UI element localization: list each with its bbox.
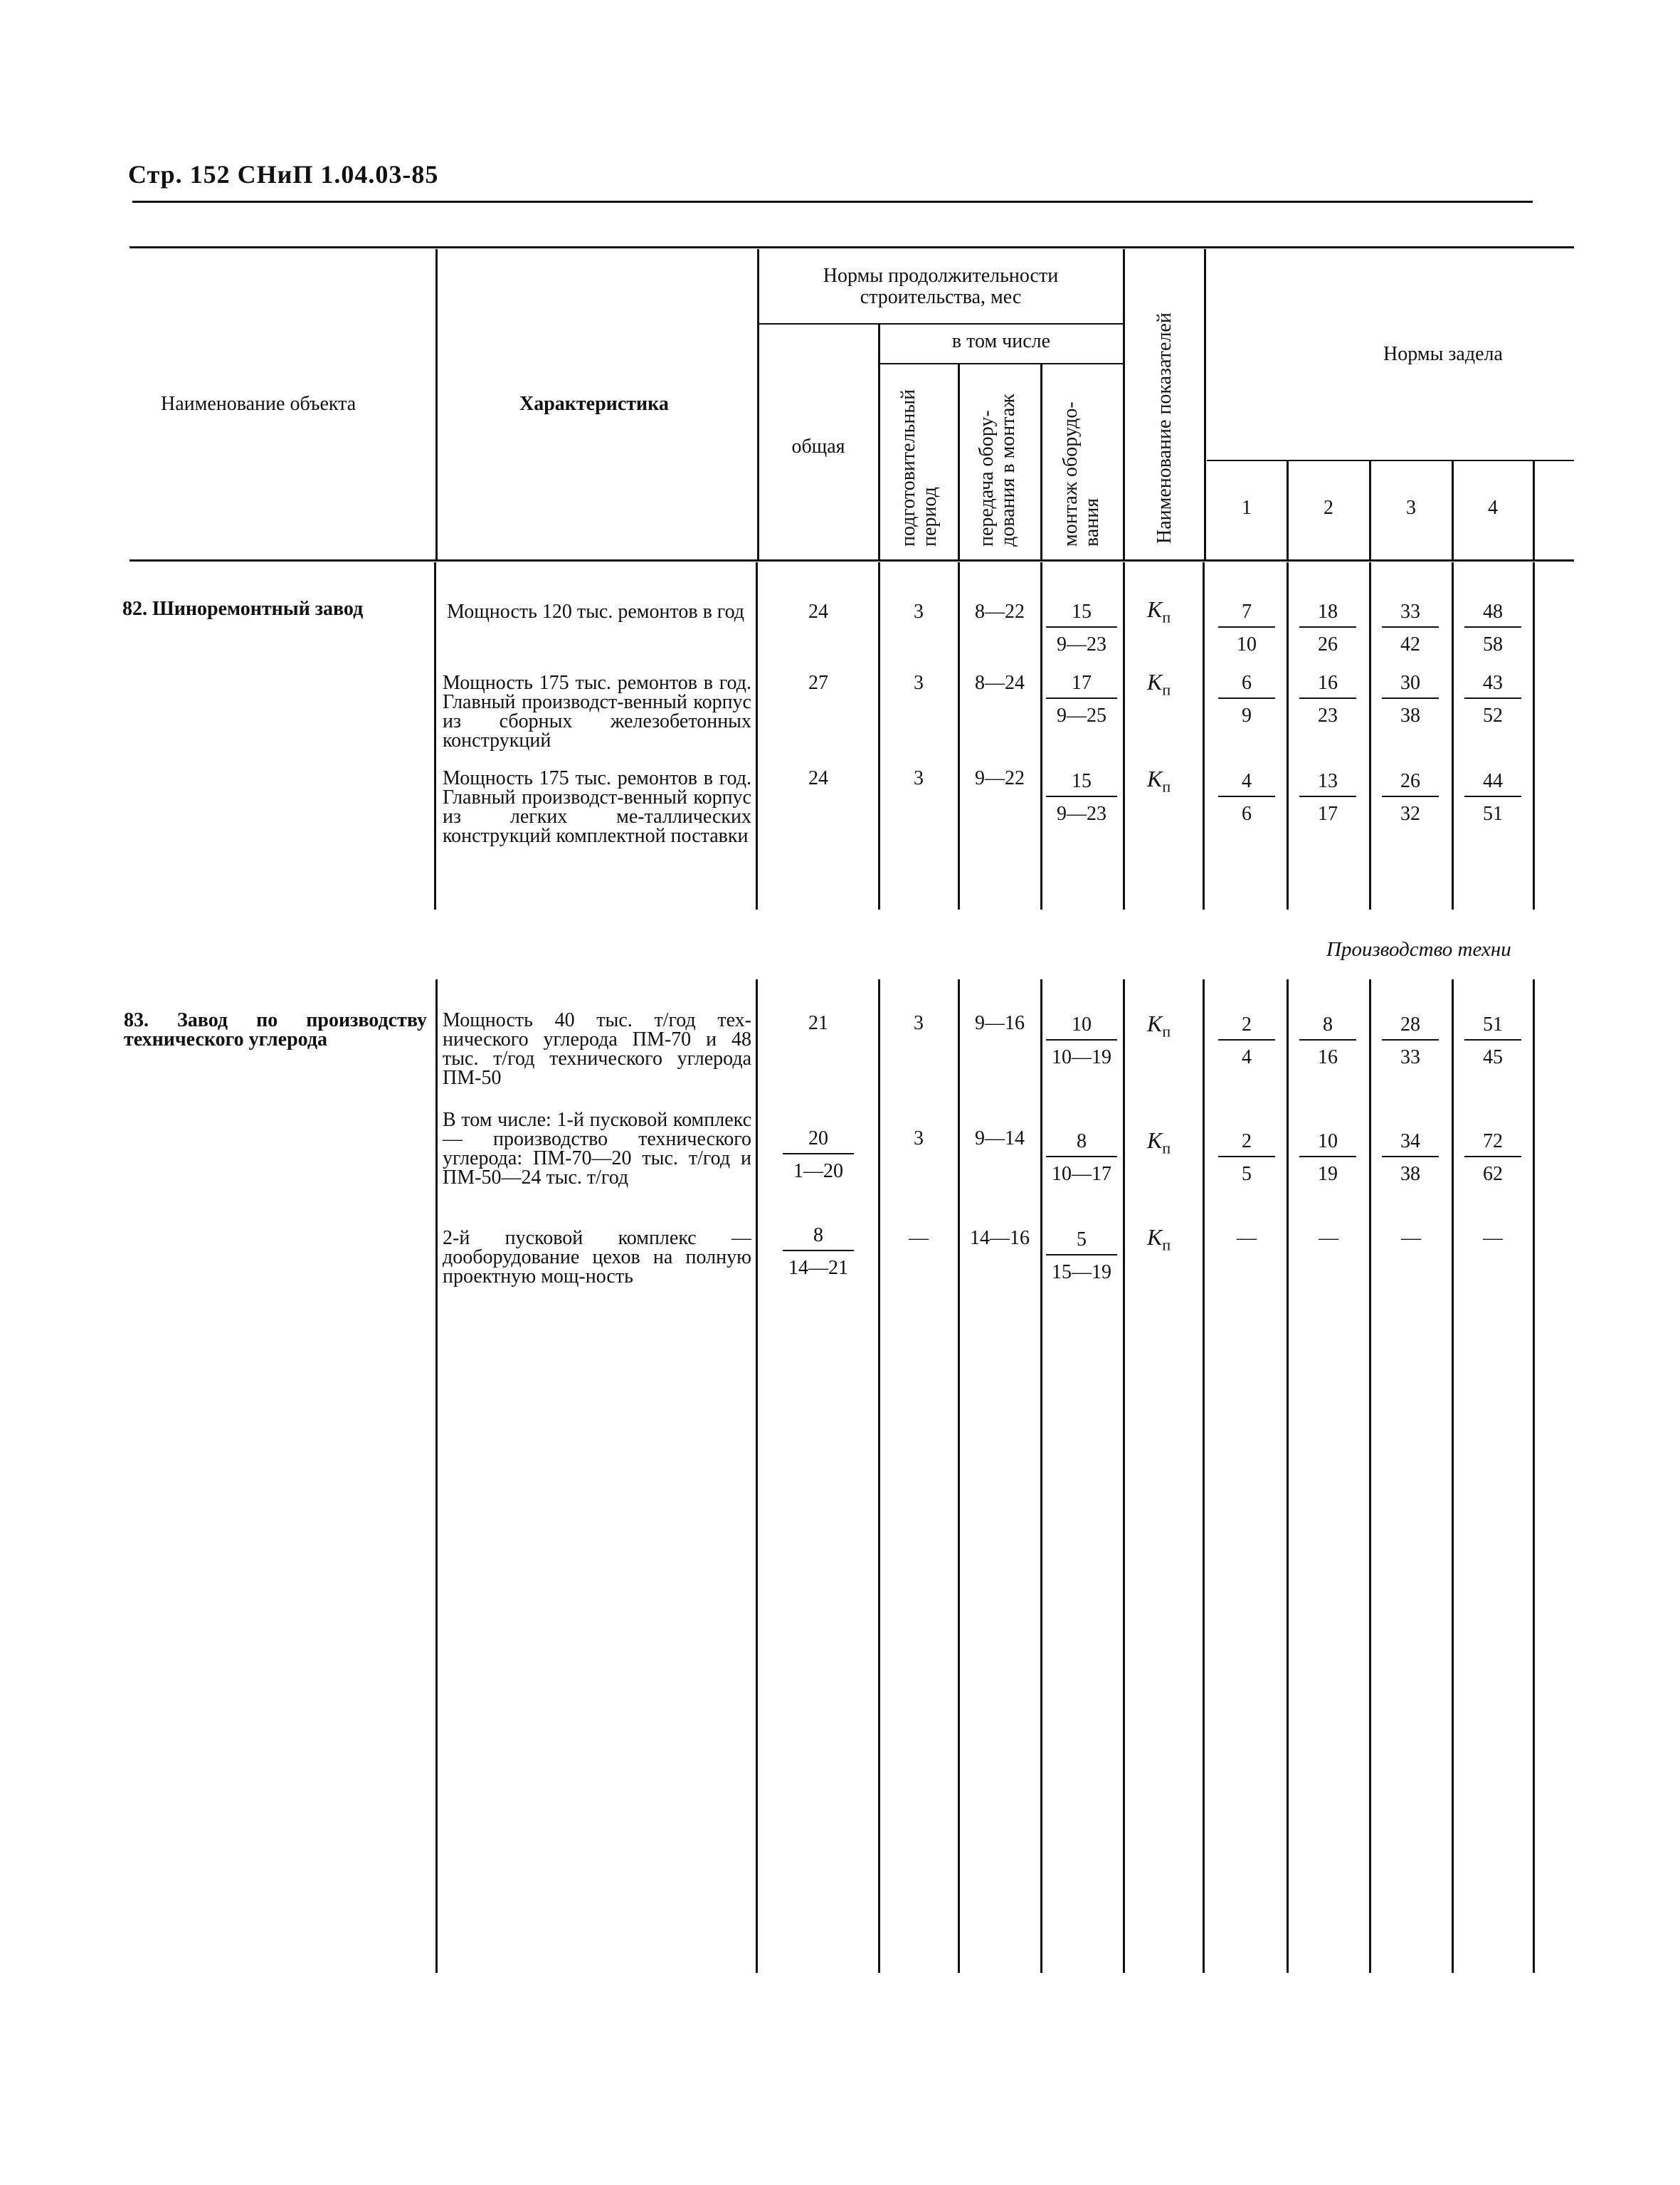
col-divider [434,562,436,910]
prep-value: 3 [914,601,924,623]
col-divider [1204,249,1206,559]
frac-den: 9—23 [1057,633,1106,656]
frac-num: 44 [1464,772,1521,797]
frac-den: 1—20 [793,1160,843,1182]
frac-den: 58 [1483,633,1503,656]
frac-den: 10—17 [1052,1163,1111,1185]
frac-num: 10 [1299,1132,1356,1157]
total-value: 24 [808,767,828,789]
install-fraction [1046,673,1117,726]
frac-den: 9—23 [1057,803,1106,825]
col-divider [1123,562,1125,910]
backlog-fraction-2 [1299,1015,1356,1068]
backlog-fraction-4 [1464,1132,1521,1184]
backlog-fraction-4 [1464,602,1521,655]
kp-sub: п [1162,1022,1171,1041]
frac-den: 19 [1318,1163,1338,1185]
kp-letter: K [1147,1011,1163,1036]
prep-value: 3 [914,767,924,789]
transfer-value: 14—16 [970,1227,1030,1249]
frac-den: 38 [1400,1163,1420,1185]
section-title: Производство техни [1326,938,1511,961]
frac-den: 62 [1483,1163,1503,1185]
row-description: В том числе: 1-й пусковой комплекс — производство технического углерода: ПМ-70—20 тыс. т/год и ПМ-50—24 тыс. т/год [443,1109,751,1189]
col-divider [1040,364,1042,559]
col-divider [1123,979,1125,1973]
frac-num: 30 [1382,673,1439,699]
col-total-header: общая [791,436,845,458]
col-divider [1123,249,1125,559]
backlog-col-1-header: 1 [1242,497,1252,519]
indicator-kp [1147,1224,1171,1254]
backlog-dash-1: — [1237,1227,1257,1249]
frac-den: 9 [1242,705,1252,727]
frac-num: 2 [1218,1132,1275,1157]
frac-num: 4 [1218,772,1275,797]
frac-num: 8 [783,1226,854,1251]
backlog-fraction-3 [1382,772,1439,824]
frac-den: 9—25 [1057,705,1106,727]
row-description: Мощность 175 тыс. ремонтов в год. Главный производст-венный корпус из легких ме-таллических конструкций комплектной поставки [443,767,751,847]
col-divider [435,249,438,559]
frac-den: 42 [1400,633,1420,656]
col-divider [1533,979,1535,1973]
backlog-fraction-2 [1299,673,1356,726]
col-prep-header: подготовительный период [897,389,941,547]
backlog-fraction-2 [1299,772,1356,824]
backlog-subrule [1207,460,1574,461]
backlog-fraction-3 [1382,1015,1439,1068]
col-divider [878,325,880,559]
total-value: 27 [808,672,828,694]
frac-num: 48 [1464,602,1521,628]
frac-num: 33 [1382,602,1439,628]
backlog-col-4-header: 4 [1488,497,1498,519]
backlog-fraction-3 [1382,673,1439,726]
row-description: Мощность 175 тыс. ремонтов в год. Главный производст-венный корпус из сборных железобетонных конструкций [443,672,751,752]
frac-num: 2 [1218,1015,1275,1041]
col-divider [1452,562,1454,910]
row-description: Мощность 40 тыс. т/год тех-нического углерода ПМ-70 и 48 тыс. т/год технического углерода ПМ-50 [443,1009,751,1089]
transfer-value: 9—14 [975,1127,1025,1149]
kp-letter: K [1147,596,1163,622]
frac-den: 32 [1400,803,1420,825]
frac-num: 15 [1046,602,1117,628]
including-subrule [879,363,1123,364]
backlog-col-3-header: 3 [1406,497,1416,519]
frac-den: 16 [1318,1046,1338,1068]
frac-num: 5 [1046,1230,1117,1255]
col-divider [1533,562,1535,910]
frac-den: 51 [1483,803,1503,825]
object-name: 83. Завод по производству технического углерода [124,1009,427,1051]
indicator-kp [1147,766,1171,796]
backlog-fraction-4 [1464,673,1521,726]
backlog-fraction-1 [1218,772,1275,824]
col-divider [1203,562,1205,910]
indicator-kp [1147,1011,1171,1041]
install-fraction [1046,1132,1117,1184]
transfer-value: 8—24 [975,672,1025,694]
transfer-value: 9—22 [975,767,1025,789]
install-fraction [1046,772,1117,824]
backlog-fraction-3 [1382,1132,1439,1184]
kp-letter: K [1147,766,1163,791]
prep-value: 3 [914,1127,924,1149]
frac-num: 20 [783,1129,854,1154]
header-rule [132,201,1533,203]
row-description: Мощность 120 тыс. ремонтов в год [447,601,745,623]
frac-num: 6 [1218,673,1275,699]
col-install-header: монтаж оборудо-вания [1060,401,1103,547]
backlog-header: Нормы задела [1383,343,1503,365]
col-divider [1203,979,1205,1973]
col-divider [1287,562,1289,910]
frac-num: 17 [1046,673,1117,699]
col-divider [756,979,758,1973]
frac-den: 17 [1318,803,1338,825]
kp-sub: п [1162,680,1171,699]
kp-letter: K [1147,1127,1163,1153]
backlog-fraction-4 [1464,1015,1521,1068]
object-name: 82. Шиноремонтный завод [122,598,364,620]
frac-num: 8 [1299,1015,1356,1041]
frac-num: 34 [1382,1132,1439,1157]
backlog-fraction-1 [1218,673,1275,726]
col-object-header: Наименование объекта [161,393,356,415]
page-header: Стр. 152 СНиП 1.04.03-85 [128,160,439,189]
frac-den: 26 [1318,633,1338,656]
frac-num: 16 [1299,673,1356,699]
indicator-kp [1147,1127,1171,1157]
col-divider [1452,979,1454,1973]
frac-den: 5 [1242,1163,1252,1185]
install-fraction [1046,602,1117,655]
frac-num: 7 [1218,602,1275,628]
frac-den: 15—19 [1052,1261,1111,1283]
indicator-kp [1147,669,1171,699]
frac-num: 8 [1046,1132,1117,1157]
frac-num: 72 [1464,1132,1521,1157]
frac-den: 38 [1400,705,1420,727]
col-divider [1369,979,1371,1973]
transfer-value: 8—22 [975,601,1025,623]
table-top-rule [130,246,1574,248]
frac-den: 14—21 [788,1257,848,1279]
col-divider [435,979,438,1973]
transfer-value: 9—16 [975,1012,1025,1034]
table-header-bottom-rule [130,559,1574,562]
prep-value: — [909,1227,929,1249]
frac-num: 26 [1382,772,1439,797]
backlog-fraction-1 [1218,1132,1275,1184]
including-header: в том числе [951,330,1051,352]
total-value: 24 [808,601,828,623]
indicator-kp [1147,596,1171,626]
col-divider [958,364,960,559]
total-value: 21 [808,1012,828,1034]
frac-den: 52 [1483,705,1503,727]
frac-num: 51 [1464,1015,1521,1041]
backlog-dash-3: — [1401,1227,1421,1249]
kp-sub: п [1162,777,1171,796]
kp-letter: K [1147,1224,1163,1250]
col-divider [756,562,758,910]
frac-num: 13 [1299,772,1356,797]
col-divider [1040,562,1042,910]
duration-subrule [759,323,1123,325]
col-divider [1533,461,1535,559]
kp-letter: K [1147,669,1163,695]
total-fraction [783,1226,854,1278]
col-transfer-header: передача обору-дования в монтаж [976,394,1019,547]
backlog-fraction-2 [1299,1132,1356,1184]
backlog-fraction-2 [1299,602,1356,655]
frac-num: 10 [1046,1015,1117,1041]
backlog-fraction-3 [1382,602,1439,655]
backlog-fraction-1 [1218,602,1275,655]
frac-num: 18 [1299,602,1356,628]
frac-num: 43 [1464,673,1521,699]
kp-sub: п [1162,1236,1171,1254]
kp-sub: п [1162,1139,1171,1157]
kp-sub: п [1162,608,1171,626]
row-description: 2-й пусковой комплекс — дооборудование цехов на полную проектную мощ-ность [443,1227,751,1288]
frac-den: 10 [1237,633,1257,656]
col-divider [1369,562,1371,910]
frac-num: 15 [1046,772,1117,797]
col-divider [1040,979,1042,1973]
frac-num: 28 [1382,1015,1439,1041]
backlog-fraction-1 [1218,1015,1275,1068]
backlog-dash-4: — [1483,1227,1503,1249]
col-divider [1287,979,1289,1973]
frac-den: 6 [1242,803,1252,825]
install-fraction [1046,1015,1117,1068]
backlog-fraction-4 [1464,772,1521,824]
backlog-col-2-header: 2 [1324,497,1333,519]
duration-group-header-1: Нормы продолжительности [823,265,1059,287]
frac-den: 10—19 [1052,1046,1111,1068]
prep-value: 3 [914,1012,924,1034]
duration-group-header-2: строительства, мес [860,286,1022,308]
backlog-dash-2: — [1319,1227,1338,1249]
total-fraction [783,1129,854,1181]
col-indicator-header: Наименование показателей [1153,312,1176,544]
install-fraction [1046,1230,1117,1283]
frac-den: 23 [1318,705,1338,727]
frac-den: 4 [1242,1046,1252,1068]
frac-den: 33 [1400,1046,1420,1068]
frac-den: 45 [1483,1046,1503,1068]
col-characteristic-header: Характеристика [519,393,669,415]
prep-value: 3 [914,672,924,694]
